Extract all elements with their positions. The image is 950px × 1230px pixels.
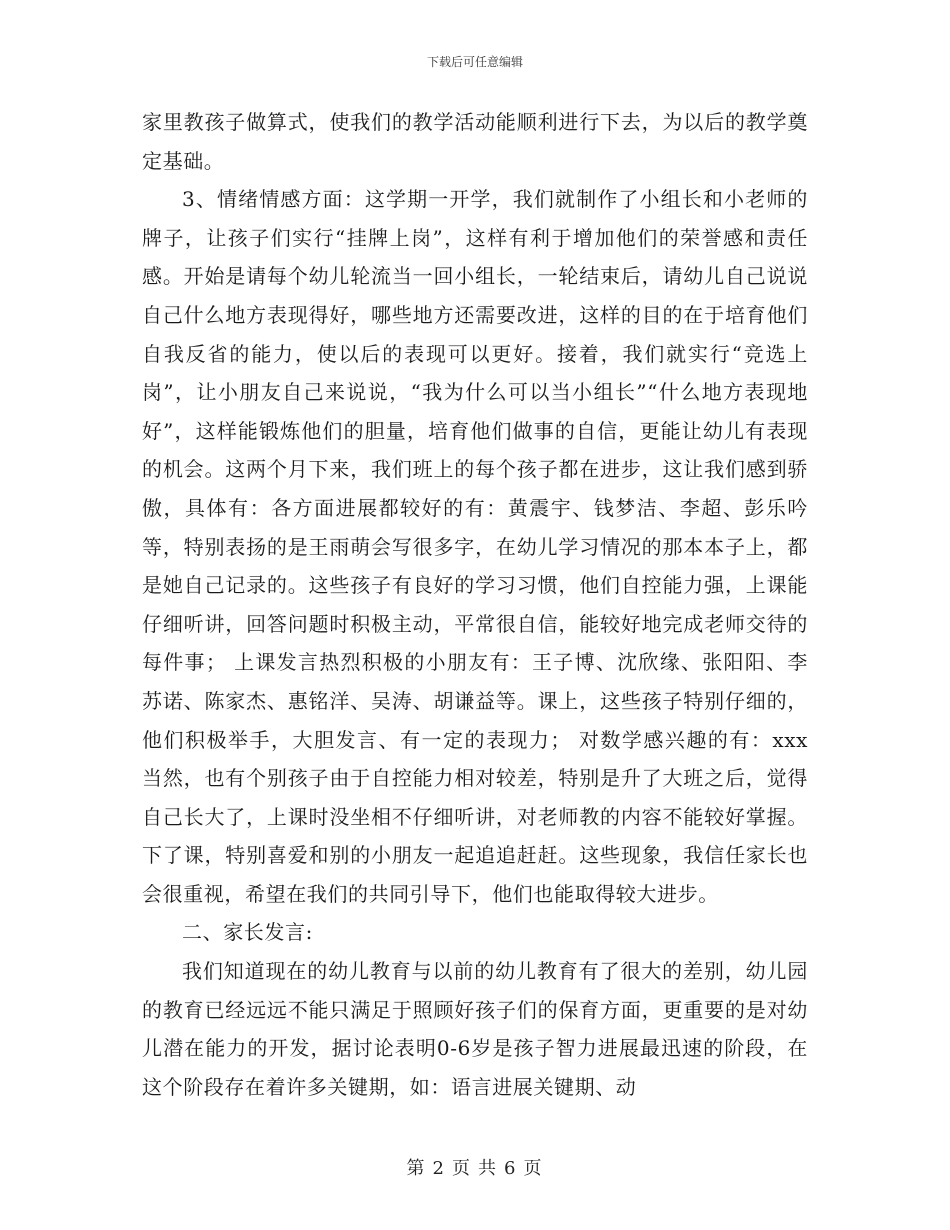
page-total-number: 6 [504, 1158, 518, 1179]
page-footer [0, 1154, 950, 1180]
paragraph-parents-speech: 我们知道现在的幼儿教育与以前的幼儿教育有了很大的差别，幼儿园的教育已经远远不能只满足于照顾好孩子们的保育方面，更重要的是对幼儿潜在能力的开发，据讨论表明0-6岁是孩子智力进展最迅速的阶段，在这个阶段存在着许多关键期，如：语言进展关键期、动 [142, 959, 808, 1099]
page-header-note: 下载后可任意编辑 [426, 55, 523, 69]
page-total-prefix: 共 [478, 1158, 498, 1179]
document-body [142, 103, 808, 1106]
paragraph-emotions: 3、情绪情感方面：这学期一开学，我们就制作了小组长和小老师的牌子，让孩子们实行“挂牌上岗”，这样有利于增加他们的荣誉感和责任感。开始是请每个幼儿轮流当一回小组长，一轮结束后，请幼儿自己说说自己什么地方表现得好，哪些地方还需要改进，这样的目的在于培育他们自我反省的能力，使以后的表现可以更好。接着，我们就实行“竞选上岗”，让小朋友自己来说说，“我为什么可以当小组长”“什么地方表现地好”，这样能锻炼他们的胆量，培育他们做事的自信，更能让幼儿有表现的机会。这两个月下来，我们班上的每个孩子都在进步，这让我们感到骄傲，具体有：各方面进展都较好的有：黄震宇、钱梦洁、李超、彭乐吟等，特别表扬的是王雨萌会写很多字，在幼儿学习情况的那本本子上，都是她自己记录的。这些孩子有良好的学习习惯，他们自控能力强，上课能仔细听讲，回答问题时积极主动，平常很自信，能较好地完成老师交待的每件事； 上课发言热烈积极的小朋友有：王子博、沈欣缘、张阳阳、李苏诺、陈家杰、惠铭洋、吴涛、胡谦益等。课上，这些孩子特别仔细的，他们积极举手，大胆发言、有一定的表现力； 对数学感兴趣的有：xxx 当然，也有个别孩子由于自控能力相对较差，特别是升了大班之后，觉得自己长大了，上课时没坐相不仔细听讲，对老师教的内容不能较好掌握。下了课，特别喜爱和别的小朋友一起追追赶赶。这些现象，我信任家长也会很重视，希望在我们的共同引导下，他们也能取得较大进步。 [142, 187, 808, 906]
section-heading-parents: 二、家长发言: [182, 920, 313, 945]
page-label-suffix: 页 [523, 1158, 544, 1179]
page-current-number: 2 [432, 1158, 446, 1179]
paragraph-continued: 家里教孩子做算式，使我们的教学活动能顺利进行下去，为以后的教学奠定基础。 [142, 110, 808, 173]
page-label-prefix: 第 [406, 1158, 427, 1179]
page-label-mid: 页 [452, 1158, 472, 1179]
